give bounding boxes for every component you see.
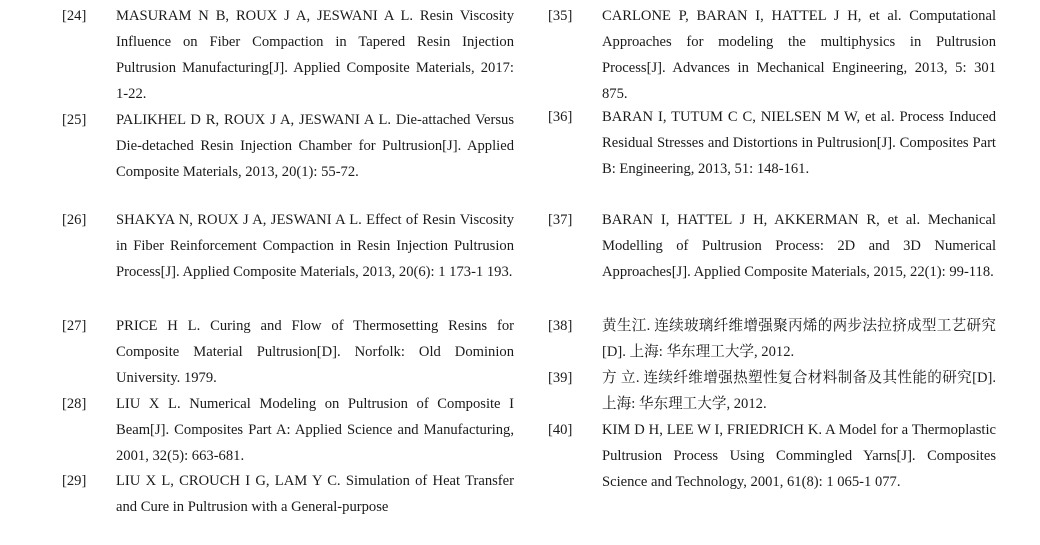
reference-number: [29]: [62, 473, 87, 489]
reference-entry: [548, 104, 996, 182]
reference-entry: [548, 207, 996, 285]
reference-entry: [62, 468, 514, 520]
reference-number: [37]: [548, 212, 573, 228]
reference-text: KIM D H, LEE W I, FRIEDRICH K. A Model for a Thermoplastic Pultrusion Process Using Commingled Yarns[J]. Composites Science and Technology, 2001, 61(8): 1 065-1 077.: [602, 422, 996, 490]
reference-text: 方 立. 连续纤维增强热塑性复合材料制备及其性能的研究[D]. 上海: 华东理工大学, 2012.: [602, 370, 996, 412]
reference-number: [28]: [62, 396, 87, 412]
reference-entry: [62, 391, 514, 469]
reference-text: PRICE H L. Curing and Flow of Thermosetting Resins for Composite Material Pultrusion[D]. Norfolk: Old Dominion University. 1979.: [116, 318, 514, 386]
reference-number: [25]: [62, 112, 87, 128]
reference-text: LIU X L, CROUCH I G, LAM Y C. Simulation of Heat Transfer and Cure in Pultrusion with a General-purpose: [116, 473, 514, 515]
reference-number: [36]: [548, 109, 573, 125]
reference-number: [27]: [62, 318, 87, 334]
reference-number: [24]: [62, 8, 87, 24]
reference-entry: [62, 107, 514, 185]
reference-number: [35]: [548, 8, 573, 24]
reference-entry: [62, 207, 514, 285]
reference-text: LIU X L. Numerical Modeling on Pultrusion of Composite I Beam[J]. Composites Part A: Applied Science and Manufacturing, 2001, 32(5): 663-681.: [116, 396, 514, 464]
reference-text: MASURAM N B, ROUX J A, JESWANI A L. Resin Viscosity Influence on Fiber Compaction in Tapered Resin Injection Pultrusion Manufacturing[J]. Applied Composite Materials, 2017: 1-22.: [116, 8, 514, 102]
reference-number: [39]: [548, 370, 573, 386]
reference-entry: [62, 313, 514, 391]
reference-number: [38]: [548, 318, 573, 334]
reference-entry: [62, 3, 514, 107]
reference-number: [40]: [548, 422, 573, 438]
reference-text: CARLONE P, BARAN I, HATTEL J H, et al. Computational Approaches for modeling the multiphysics in Pultrusion Process[J]. Advances in Mechanical Engineering, 2013, 5: 301 875.: [602, 8, 996, 102]
reference-text: BARAN I, HATTEL J H, AKKERMAN R, et al. Mechanical Modelling of Pultrusion Process: 2D and 3D Numerical Approaches[J]. Applied Composite Materials, 2015, 22(1): 99-118.: [602, 212, 996, 280]
reference-entry: [548, 417, 996, 495]
reference-text: 黄生江. 连续玻璃纤维增强聚丙烯的两步法拉挤成型工艺研究[D]. 上海: 华东理工大学, 2012.: [602, 318, 996, 360]
reference-text: SHAKYA N, ROUX J A, JESWANI A L. Effect of Resin Viscosity in Fiber Reinforcement Compaction in Resin Injection Pultrusion Process[J]. Applied Composite Materials, 2013, 20(6): 1 173-1 193.: [116, 212, 514, 280]
reference-text: BARAN I, TUTUM C C, NIELSEN M W, et al. Process Induced Residual Stresses and Distortions in Pultrusion[J]. Composites Part B: Engineering, 2013, 51: 148-161.: [602, 109, 996, 177]
reference-entry: [548, 313, 996, 365]
reference-number: [26]: [62, 212, 87, 228]
reference-text: PALIKHEL D R, ROUX J A, JESWANI A L. Die-attached Versus Die-detached Resin Injection Chamber for Pultrusion[J]. Applied Composite Materials, 2013, 20(1): 55-72.: [116, 112, 514, 180]
reference-entry: [548, 365, 996, 417]
reference-entry: [548, 3, 996, 107]
